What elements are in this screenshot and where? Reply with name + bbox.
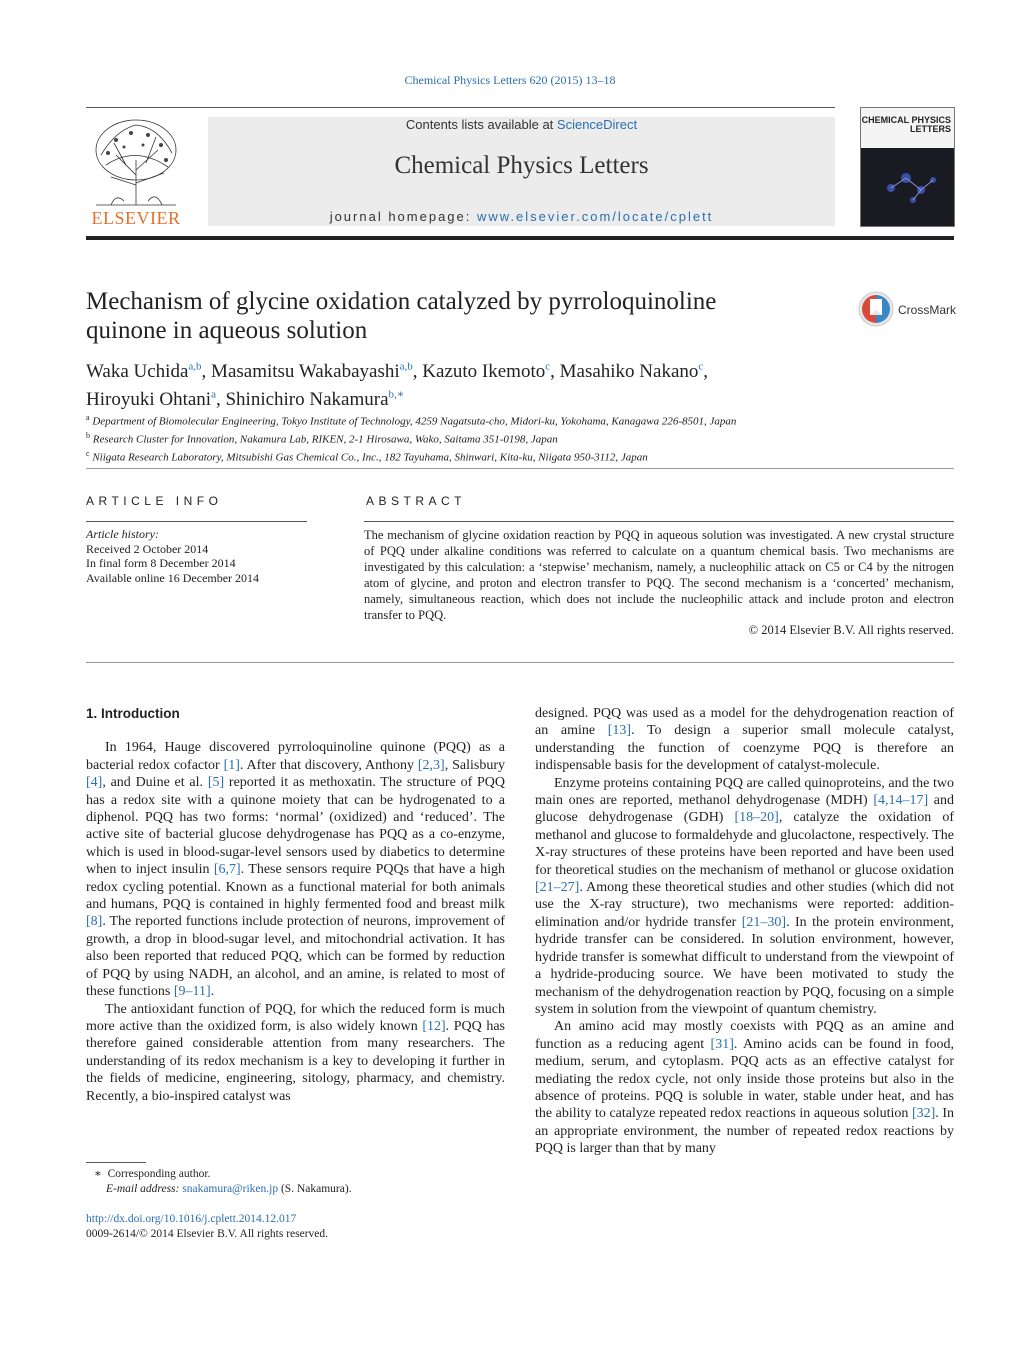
affiliation: $^b$ Research Cluster for Innovation, Nakamura Lab, RIKEN, 2-1 Hirosawa, Wako, Saitama 351-0198, Japan — [86, 431, 558, 446]
citation-link[interactable]: [8] — [86, 914, 103, 930]
author: Hiroyuki Ohtani$^a$, — [86, 388, 226, 410]
received-date: Received 2 October 2014 — [86, 541, 209, 556]
body-column-left — [86, 705, 505, 1105]
crossmark-button[interactable] — [858, 291, 958, 331]
divider — [86, 521, 307, 522]
article-history — [86, 527, 316, 585]
doi-block — [86, 1212, 506, 1242]
cover-molecule-icon — [861, 148, 954, 226]
citation-link[interactable]: [13] — [607, 723, 632, 739]
journal-homepage — [208, 209, 835, 224]
abstract-heading: ABSTRACT — [366, 494, 467, 508]
citation-link[interactable]: [2,3] — [417, 757, 445, 773]
author: Masahiko Nakano$^c$, — [559, 361, 709, 383]
email-link[interactable]: snakamura@riken.jp — [182, 1183, 279, 1195]
citation-link[interactable]: [5] — [207, 775, 225, 791]
body-paragraph: An amino acid may mostly coexists with PQQ as an amine and function as a reducing agent [31]. Amino acids can be found in food, medium, serum, and cytoplasm. PQQ acts as an effective catalyst for mediating the redox cycle, not only inside those proteins but also in the absence of proteins. PQQ is soluble in water, stable under heat, and has the ability to catalyze repeated redox reactions in aqueous solution [32]. In an appropriate environment, the number of repeated redox reactions by PQQ is larger than that by many — [535, 1019, 955, 1157]
section-heading: 1. Introduction — [86, 706, 180, 721]
history-label: Article history: — [86, 527, 159, 541]
abstract-text: The mechanism of glycine oxidation reaction by PQQ in aqueous solution was investigated. A new crystal structure of PQQ under alkaline conditions was referred to calculate on a quantum chemical basis. Two mechanisms are investigated by this calculation: a ‘stepwise’ mechanism, namely, a nucleophilic attack on C5 or C4 by the nitrogen atom of glycine, and proton and electron transfer to PQQ. The second mechanism is a ‘concerted’ mechanism, namely, simultaneous reaction, which does not include the nucleophilic attack and include proton and electron transfer to PQQ. — [364, 528, 954, 622]
citation-link[interactable]: [21–27] — [535, 880, 580, 896]
contents-prefix: Contents lists available at — [405, 117, 557, 132]
citation-link[interactable]: [1] — [223, 757, 240, 773]
final-form-date: In final form 8 December 2014 — [86, 556, 236, 570]
issn-line: 0009-2614/© 2014 Elsevier B.V. All rights reserved. — [86, 1228, 329, 1240]
citation-link[interactable]: [21–30] — [741, 914, 787, 930]
citation-link[interactable]: [32] — [911, 1106, 936, 1122]
crossmark-label: CrossMark — [898, 303, 957, 317]
publisher-name: ELSEVIER — [91, 208, 181, 228]
online-date: Available online 16 December 2014 — [86, 570, 260, 585]
citation-link[interactable]: [9–11] — [173, 984, 211, 1000]
citation-link[interactable]: [18–20] — [734, 810, 779, 826]
body-column-right — [535, 705, 954, 1158]
citation-link[interactable]: [12] — [422, 1018, 446, 1034]
article-info-heading: ARTICLE INFO — [86, 494, 223, 508]
body-paragraph: Enzyme proteins containing PQQ are called quinoproteins, and the two main ones are reported, methanol dehydrogenase (MDH) [4,14–17] and glucose dehydrogenase (GDH) [18–20], catalyze the oxidation of methanol and glucose to formaldehyde and glucolactone, respectively. The X-ray structures of these proteins have been reported and have been used for theoretical studies on the mechanism of methanol or glucose oxidation [21–27]. Among these theoretical studies and other studies (which did not use the X-ray structure), two mechanisms were reported: addition-elimination and/or hydride transfer [21–30]. In the protein environment, hydride transfer can be considered. In solution environment, however, hydride transfer is somewhat difficult to understand from the viewpoint of a hydride-producing source. We have been motivated to study the mechanism of the dehydrogenation reaction by PQQ, focusing on a simple system in solution from the viewpoint of quantum chemistry. — [535, 775, 955, 1017]
corresponding-author-note: Corresponding author. — [107, 1168, 211, 1180]
divider — [86, 468, 954, 469]
author: Waka Uchida$^{a,b}$, — [86, 361, 212, 383]
header-rule-top — [86, 107, 835, 108]
homepage-prefix: journal homepage: — [329, 209, 477, 224]
body-paragraph: In 1964, Hauge discovered pyrroloquinoline quinone (PQQ) as a bacterial redox cofactor [1]. After that discovery, Anthony [2,3], Salisbury [4], and Duine et al. [5] reported it as methoxatin. The structure of PQQ has a redox site with a quinone moiety that can be hydrogenated to a diphenol. PQQ has two forms: ‘normal’ (oxidized) and ‘reduced’. The active site of bacterial glucose dehydrogenase has PQQ as a co-enzyme, which is used in blood-sugar-level sensors used by diabetics to determine when to inject insulin [6,7]. These sensors require PQQs that have a high redox cycling potential. Known as a functional material for both animals and humans, PQQ is contained in highly fermented food and breast milk [8]. The reported functions include protection of neurons, improvement of growth, a drop in blood-sugar level, and mitochondrial activation. It has also been reported that reduced PQQ, which can be formed by reduction of PQQ by using NADH, an alcohol, and an amine, is related to most of these functions [9–11]. — [86, 740, 506, 1000]
citation-link[interactable]: [4,14–17] — [873, 793, 929, 809]
citation-link[interactable]: [4] — [86, 775, 103, 791]
footnote-rule — [86, 1162, 146, 1163]
author: Kazuto Ikemoto$^c$, — [422, 361, 560, 383]
abstract-copyright: © 2014 Elsevier B.V. All rights reserved. — [748, 623, 954, 637]
crossmark-icon — [858, 291, 894, 327]
sciencedirect-link[interactable]: ScienceDirect — [556, 117, 638, 132]
author: Shinichiro Nakamura$^{b,∗}$ — [225, 388, 405, 410]
author-list — [86, 356, 946, 411]
journal-reference[interactable]: Chemical Physics Letters 620 (2015) 13–18 — [404, 73, 616, 87]
contents-line — [208, 117, 835, 132]
cover-title: CHEMICAL PHYSICS LETTERS — [861, 115, 951, 134]
divider — [364, 521, 954, 522]
author: Masamitsu Wakabayashi$^{a,b}$, — [211, 361, 423, 383]
paper-title: Mechanism of glycine oxidation catalyzed by pyrroloquinoline quinone in aqueous solution — [86, 288, 717, 344]
affiliation: $^c$ Niigata Research Laboratory, Mitsubishi Gas Chemical Co., Inc., 182 Tayuhama, Shinwari, Kita-ku, Niigata 950-3112, Japan — [86, 449, 648, 464]
affiliation: $^a$ Department of Biomolecular Engineering, Tokyo Institute of Technology, 4259 Nagatsuta-cho, Midori-ku, Yokohama, Kanagawa 226-8501, Japan — [86, 413, 737, 428]
citation-link[interactable]: [6,7] — [213, 862, 241, 878]
citation-link[interactable]: [31] — [710, 1036, 734, 1052]
journal-title: Chemical Physics Letters — [394, 152, 649, 179]
footnote: ∗ Corresponding author. E-mail address: snakamura@riken.jp (S. Nakamura). — [94, 1168, 352, 1195]
doi-link[interactable]: http://dx.doi.org/10.1016/j.cplett.2014.12.017 — [86, 1213, 297, 1225]
body-paragraph: designed. PQQ was used as a model for the dehydrogenation reaction of an amine [13]. To design a superior small molecule catalyst, understanding the function of coenzyme PQQ is therefore an indispensable basis for the development of catalyst-molecule. — [535, 706, 954, 774]
journal-cover-image — [860, 107, 955, 227]
homepage-link[interactable]: www.elsevier.com/locate/cplett — [477, 209, 714, 224]
affiliations — [86, 411, 946, 465]
body-paragraph: The antioxidant function of PQQ, for which the reduced form is much more active than the oxidized form, is also widely known [12]. PQQ has therefore gained considerable attention from many researchers. The understanding of its redox mechanism is a key to developing it further in the fields of medicine, engineering, sitology, pharmacy, and chemistry. Recently, a bio-inspired catalyst was — [86, 1001, 506, 1104]
divider — [86, 662, 954, 663]
header-rule-bottom — [86, 236, 954, 240]
